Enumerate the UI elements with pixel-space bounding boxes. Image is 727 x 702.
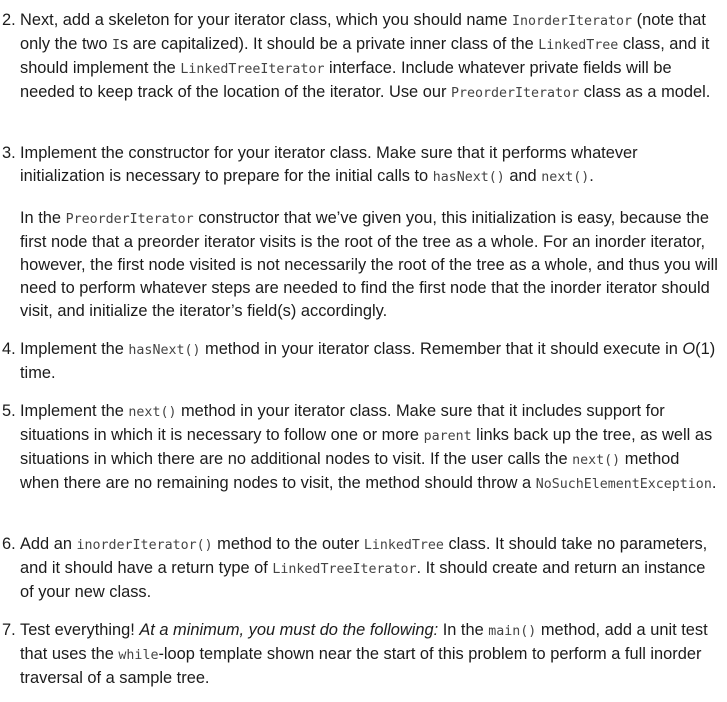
text-run: In the (20, 209, 66, 227)
text-run: class as a model. (579, 83, 711, 101)
inline-code: LinkedTree (538, 38, 619, 53)
text-run: Implement the (20, 340, 129, 358)
text-run: and (504, 167, 542, 185)
text-run: links back up the tree, as well as situations in which there are no additional nodes to visit. If the user calls the (20, 426, 713, 468)
step-paragraph (20, 619, 722, 690)
inline-code: PreorderIterator (65, 212, 194, 227)
inline-code: I (112, 38, 121, 53)
text-run: In the (438, 621, 489, 639)
step-number: 4. (2, 340, 16, 358)
text-run: s are capitalized). It should be a private inner class of the (120, 35, 539, 53)
step-paragraph (20, 142, 722, 189)
text-run: . It should create and return an instance of your new class. (20, 559, 706, 601)
text-run: Implement the (20, 402, 129, 420)
text-run: (1) time. (20, 340, 716, 382)
text-run: method to the outer (212, 535, 364, 553)
text-run: class. It should take no parameters, and it should have a return type of (20, 535, 708, 577)
inline-code: LinkedTreeIterator (272, 562, 417, 577)
inline-code: next() (572, 453, 621, 468)
step-body (20, 400, 722, 496)
step-item (0, 338, 722, 385)
text-run: constructor that we’ve given you, this initialization is easy, because the first node that a preorder iterator visits is the root of the tree as a whole. For an inorder iterator, however, the first node visited is not necessarily the root of the tree as a whole, and thus you will need to perform whatever steps are needed to find the first node that the inorder iterator should visit, and initialize the iterator’s field(s) accordingly. (20, 209, 718, 320)
text-run: . (589, 167, 594, 185)
inline-code: LinkedTreeIterator (180, 62, 325, 77)
emphasis-text: O (682, 340, 696, 358)
inline-code: hasNext() (432, 170, 505, 185)
text-run: interface. Include whatever private fields will be needed to keep track of the location of the iterator. Use our (20, 59, 672, 101)
inline-code: inorderIterator() (76, 538, 213, 553)
step-number: 5. (2, 402, 16, 420)
step-number: 6. (2, 535, 16, 553)
inline-code: InorderIterator (511, 14, 633, 29)
inline-code: next() (128, 405, 177, 420)
inline-code: main() (488, 624, 537, 639)
step-paragraph (20, 533, 722, 604)
text-run: class, and it should implement the (20, 35, 710, 77)
step-body (20, 9, 722, 105)
step-body (20, 533, 722, 604)
text-run: . (711, 474, 717, 492)
text-run: method in your iterator class. Remember that it should execute in (200, 340, 683, 358)
text-run: method when there are no remaining nodes to visit, the method should throw a (20, 450, 680, 492)
step-paragraph (20, 400, 722, 496)
text-run: Next, add a skeleton for your iterator class, which you should name (20, 11, 512, 29)
text-run: Implement the constructor for your iterator class. Make sure that it performs whatever initialization is necessary to prepare for the initial calls to (20, 144, 638, 185)
text-run: method, add a unit test that uses the (20, 621, 708, 663)
step-number: 2. (2, 11, 16, 29)
text-run: method in your iterator class. Make sure that it includes support for situations in which it is necessary to follow one or more (20, 402, 665, 444)
step-item (0, 619, 722, 690)
inline-code: PreorderIterator (450, 86, 580, 101)
step-body (20, 142, 722, 323)
text-run: Test everything! (20, 621, 140, 639)
text-run: (note that only the two (20, 11, 706, 53)
emphasis-text: At a minimum, you must do the following: (139, 621, 439, 639)
inline-code: while (118, 648, 159, 663)
step-number: 3. (2, 144, 16, 162)
step-paragraph (20, 207, 722, 323)
inline-code: LinkedTree (363, 538, 444, 553)
inline-code: next() (541, 170, 590, 185)
step-paragraph (20, 338, 722, 385)
inline-code: hasNext() (128, 343, 201, 358)
inline-code: parent (423, 429, 472, 444)
step-item (0, 400, 722, 496)
step-paragraph (20, 9, 722, 105)
step-body (20, 338, 722, 385)
step-body (20, 619, 722, 690)
step-item (0, 142, 722, 323)
step-number: 7. (2, 621, 16, 639)
text-run: Add an (20, 535, 77, 553)
text-run: -loop template shown near the start of this problem to perform a full inorder traversal of a sample tree. (20, 645, 702, 687)
inline-code: NoSuchElementException (535, 477, 712, 492)
step-item (0, 9, 722, 105)
step-item (0, 533, 722, 604)
